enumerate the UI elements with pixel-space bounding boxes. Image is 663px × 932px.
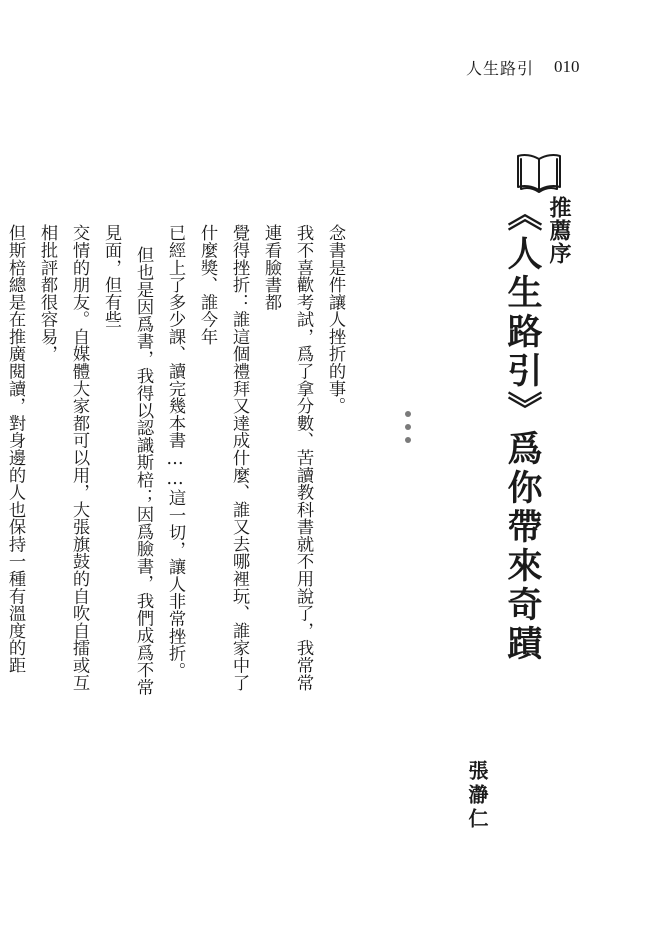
body-text bbox=[0, 224, 351, 704]
open-book-icon bbox=[516, 151, 562, 195]
paragraph: 我不喜歡考試，爲了拿分數、苦讀教科書就不用說了，我常常連看臉書都 bbox=[261, 224, 313, 691]
paragraph: 念書是件讓人挫折的事。 bbox=[325, 224, 345, 415]
author-name: 張瀞仁 bbox=[465, 760, 489, 832]
chapter-title: 《人生路引》爲你帶來奇蹟 bbox=[502, 196, 543, 664]
page-number: 010 bbox=[554, 57, 580, 76]
paragraph: 覺得挫折：誰這個禮拜又達成什麼、誰又去哪裡玩、誰家中了什麼獎、誰今年 bbox=[197, 224, 249, 691]
chapter-label: 推薦序 bbox=[546, 196, 572, 265]
running-title: 人生路引 bbox=[466, 58, 535, 78]
paragraph: 但也是因爲書，我得以認識斯棓；因爲臉書，我們成爲不常見面，但有些 bbox=[101, 224, 153, 697]
ornament-dots bbox=[404, 411, 412, 450]
paragraph: 交情的朋友。自媒體大家都可以用，大張旗鼓的自吹自擂或互相批評都很容易， bbox=[37, 224, 89, 691]
paragraph: 已經上了多少課、讀完幾本書……這一切，讓人非常挫折。 bbox=[165, 224, 185, 679]
running-header bbox=[466, 55, 580, 79]
paragraph: 但斯棓總是在推廣閱讀，對身邊的人也保持一種有溫度的距 bbox=[5, 224, 25, 674]
